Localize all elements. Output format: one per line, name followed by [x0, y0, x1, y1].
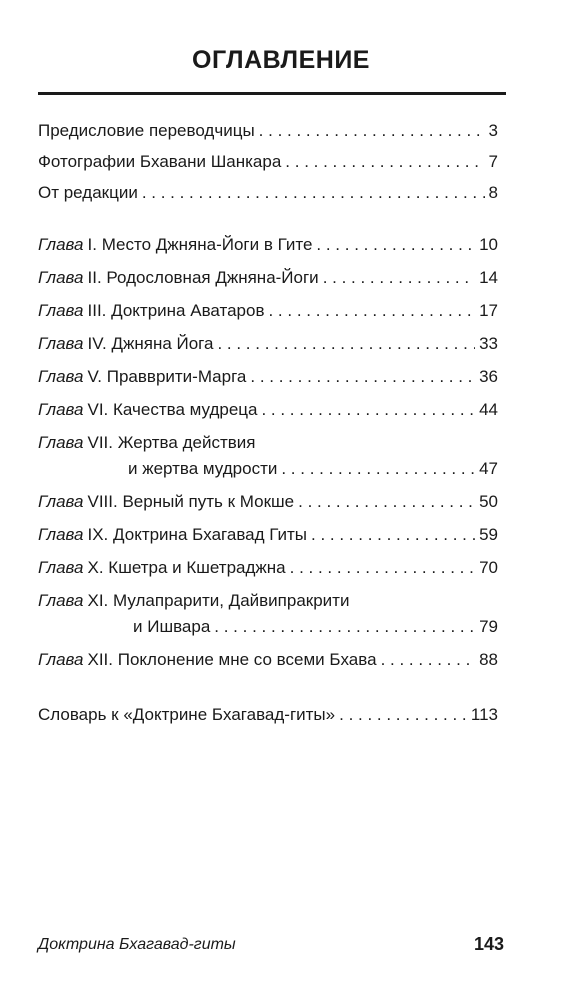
- toc-page-number: 88: [479, 650, 498, 669]
- toc-entry-text: Поклонение мне со всеми Бхава: [117, 650, 377, 669]
- folio-page-number: 143: [473, 934, 504, 954]
- toc-leader-dots: [316, 234, 475, 256]
- toc-entry-text: Верный путь к Мокше: [122, 492, 295, 511]
- toc-entry-text: Доктрина Бхагавад Гиты: [113, 525, 308, 544]
- toc-entry-text: Место Джняна-Йоги в Гите: [101, 235, 313, 254]
- chapter-number: XII.: [87, 650, 114, 669]
- chapter-word: Глава: [38, 334, 84, 353]
- toc-entry-chapter-7-continued[interactable]: [38, 458, 498, 480]
- toc-entry-text: Предисловие переводчицы: [38, 121, 255, 140]
- toc-entry-text: Доктрина Аватаров: [111, 301, 265, 320]
- toc-entry-text: Качества мудреца: [113, 400, 258, 419]
- chapter-number: VII.: [87, 433, 114, 452]
- toc-leader-dots: [259, 120, 485, 142]
- toc-leader-dots: [214, 616, 475, 638]
- toc-leader-dots: [142, 182, 485, 204]
- chapter-word: Глава: [38, 433, 84, 452]
- toc-leader-dots: [298, 491, 475, 513]
- toc-page-number: 113: [470, 705, 498, 724]
- toc-entry-chapter-10[interactable]: [38, 557, 498, 579]
- toc-entry-text: Жертва действия: [117, 433, 256, 452]
- toc-page-number: 17: [479, 301, 498, 320]
- toc-leader-dots: [339, 704, 467, 726]
- toc-entry-chapter-4[interactable]: [38, 333, 498, 355]
- toc-leader-dots: [268, 300, 475, 322]
- toc-page-number: 47: [479, 459, 498, 478]
- toc-leader-dots: [281, 458, 475, 480]
- chapter-word: Глава: [38, 492, 84, 511]
- toc-page-number: 50: [479, 492, 498, 511]
- toc-page-number: 79: [479, 617, 498, 636]
- toc-entry-text: От редакции: [38, 183, 138, 202]
- chapter-word: Глава: [38, 301, 84, 320]
- toc-entry-chapter-2[interactable]: [38, 267, 498, 289]
- toc-entry-chapter-9[interactable]: [38, 524, 498, 546]
- toc-leader-dots: [217, 333, 475, 355]
- toc-entry-chapter-5[interactable]: [38, 366, 498, 388]
- toc-leader-dots: [261, 399, 475, 421]
- toc-entry-text: Правврити-Марга: [106, 367, 247, 386]
- toc-page-number: 10: [479, 235, 498, 254]
- chapter-number: IV.: [87, 334, 107, 353]
- toc-page-number: 44: [479, 400, 498, 419]
- toc-entry-chapter-3[interactable]: [38, 300, 498, 322]
- toc-page-number: 70: [479, 558, 498, 577]
- chapter-number: X.: [87, 558, 104, 577]
- chapter-number: VIII.: [87, 492, 118, 511]
- chapter-word: Глава: [38, 650, 84, 669]
- page-title: ОГЛАВЛЕНИЕ: [192, 46, 370, 74]
- table-of-contents: [38, 120, 498, 726]
- chapter-word: Глава: [38, 591, 84, 610]
- toc-entry-chapter-12[interactable]: [38, 649, 498, 671]
- chapter-word: Глава: [38, 367, 84, 386]
- chapter-word: Глава: [38, 400, 84, 419]
- toc-page-number: 3: [488, 121, 498, 140]
- toc-entry-chapter-7[interactable]: [38, 432, 498, 454]
- toc-entry-text: Мулапрарити, Дайвипракрити: [113, 591, 350, 610]
- toc-entry-chapter-11-continued[interactable]: [38, 616, 498, 638]
- toc-leader-dots: [311, 524, 475, 546]
- title-divider: [38, 92, 506, 95]
- chapter-word: Глава: [38, 268, 84, 287]
- toc-leader-dots: [381, 649, 476, 671]
- toc-entry-text: Джняна Йога: [111, 334, 214, 353]
- chapter-word: Глава: [38, 525, 84, 544]
- toc-entry-text: Словарь к «Доктрине Бхагавад-гиты»: [38, 705, 336, 724]
- toc-leader-dots: [285, 151, 484, 173]
- toc-entry-editorial[interactable]: [38, 182, 498, 204]
- toc-page-number: 33: [479, 334, 498, 353]
- toc-entry-text: Родословная Джняна-Йоги: [106, 268, 319, 287]
- toc-leader-dots: [250, 366, 475, 388]
- chapter-number: III.: [87, 301, 107, 320]
- toc-entry-text: Кшетра и Кшетраджна: [108, 558, 286, 577]
- toc-entry-text-continued: и Ишвара: [133, 617, 211, 636]
- toc-entry-chapter-11[interactable]: [38, 590, 498, 612]
- chapter-number: IX.: [87, 525, 109, 544]
- toc-entry-chapter-8[interactable]: [38, 491, 498, 513]
- chapter-number: II.: [87, 268, 102, 287]
- toc-page-number: 7: [488, 152, 498, 171]
- toc-entry-preface[interactable]: [38, 120, 498, 142]
- chapter-word: Глава: [38, 235, 84, 254]
- toc-entry-text: Фотографии Бхавани Шанкара: [38, 152, 282, 171]
- chapter-number: VI.: [87, 400, 109, 419]
- chapter-number: V.: [87, 367, 103, 386]
- toc-page-number: 36: [479, 367, 498, 386]
- toc-entry-photos[interactable]: [38, 151, 498, 173]
- toc-entry-chapter-1[interactable]: [38, 234, 498, 256]
- chapter-word: Глава: [38, 558, 84, 577]
- running-footer-title: Доктрина Бхагавад-гиты: [38, 936, 236, 953]
- toc-leader-dots: [323, 267, 475, 289]
- toc-entry-text-continued: и жертва мудрости: [128, 459, 278, 478]
- toc-page-number: 14: [479, 268, 498, 287]
- chapter-number: I.: [87, 235, 97, 254]
- toc-page-number: 8: [488, 183, 498, 202]
- toc-entry-glossary[interactable]: [38, 704, 498, 726]
- chapter-number: XI.: [87, 591, 109, 610]
- toc-page-number: 59: [479, 525, 498, 544]
- toc-leader-dots: [290, 557, 475, 579]
- toc-entry-chapter-6[interactable]: [38, 399, 498, 421]
